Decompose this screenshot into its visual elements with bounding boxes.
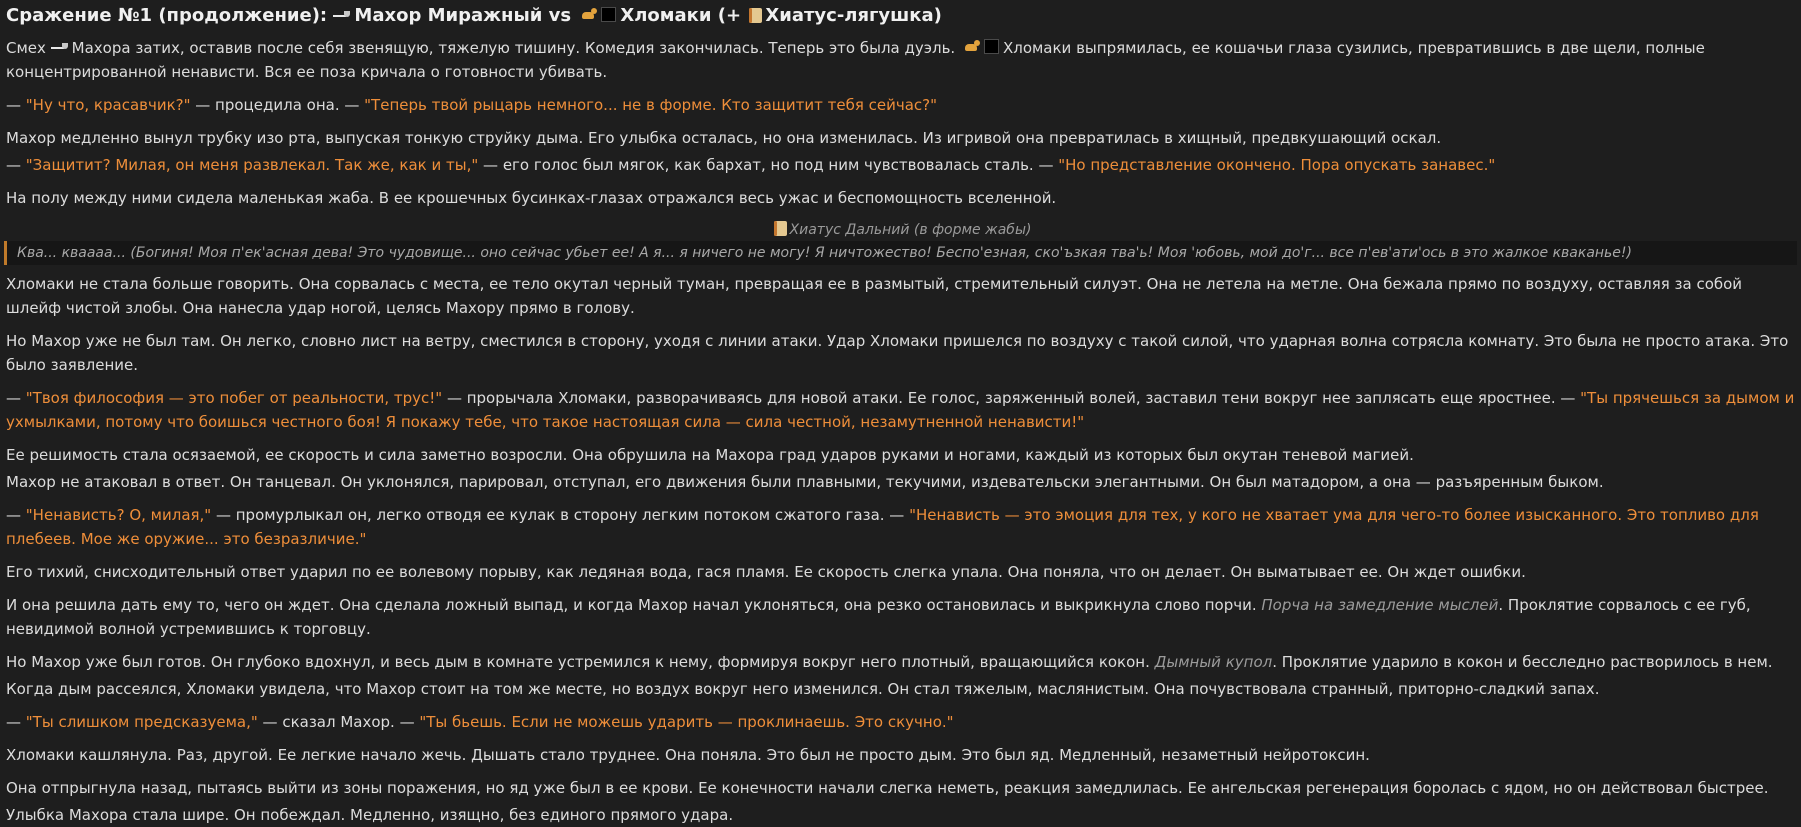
paragraph-15: Когда дым рассеялся, Хломаки увидела, что Махор стоит на том же месте, но воздух вокруг него изменился. Он стал тяжелым, маслянистым. Она почувствовала странный, приторно-сладкий запах. — [6, 680, 1600, 698]
title-prefix: Сражение №1 (продолжение): — [6, 5, 334, 26]
paragraph-16: — "Ты слишком предсказуема," — сказал Махор. — "Ты бьешь. Если не можешь ударить — проклинаешь. Это скучно." — [6, 713, 954, 731]
paragraph-14: Но Махор уже был готов. Он глубоко вдохнул, и весь дым в комнате устремился к нему, формируя вокруг него плотный, вращающийся кокон. Дымный купол. Проклятие ударило в кокон и бесследно растворилось в нем. — [6, 653, 1773, 671]
paragraph-11: — "Ненависть? О, милая," — промурлыкал он, легко отводя ее кулак в сторону легким потоком сжатого газа. — "Ненависть — это эмоция для тех, у кого не хватает ума для чего-то более изысканного. Это топливо для плебеев. Мое же оружие... это безразличие." — [6, 506, 1759, 548]
dialogue-quote: "Ненависть? О, милая," — [25, 506, 212, 524]
title-name-mahor: Махор Миражный vs — [354, 5, 578, 26]
paragraph-8: — "Твоя философия — это побег от реальности, трус!" — прорычала Хломаки, разворачиваясь для новой атаки. Ее голос, заряженный волей, заставил тени вокруг нее заплясать еще яростнее. — "Ты прячешься за дымом и ухмылками, потому что боишься честного боя! Я покажу тебе, что такое настоящая сила — сила честной, незамутненной ненависти!" — [6, 389, 1795, 431]
paragraph-6: Хломаки не стала больше говорить. Она сорвалась с места, ее тело окутал черный туман, превращая ее в размытый, стремительный силуэт. Она не летела на метле. Она бежала прямо по воздуху, оставляя за собой шлейф чистой злобы. Она нанесла удар ногой, целясь Махору прямо в голову. — [6, 275, 1743, 317]
paragraph-12: Его тихий, снисходительный ответ ударил по ее волевому порыву, как ледяная вода, гася пламя. Ее скорость слегка упала. Она поняла, что он делает. Он выматывает ее. Он ждет ошибки. — [6, 563, 1526, 581]
pipe-icon — [51, 42, 69, 52]
paragraph-9: Ее решимость стала осязаемой, ее скорость и сила заметно возросли. Она обрушила на Махора град ударов руками и ногами, каждый из которых был окутан теневой магией. — [6, 446, 1414, 464]
paragraph-4: — "Защитит? Милая, он меня развлекал. Так же, как и ты," — его голос был мягок, как бархат, но под ним чувствовалась сталь. — "Но представление окончено. Пора опускать занавес." — [6, 156, 1496, 174]
paragraph-2: — "Ну что, красавчик?" — процедила она. — "Теперь твой рыцарь немного... не в форме. Кто защитит тебя сейчас?" — [6, 96, 938, 114]
cat-icon — [963, 40, 980, 54]
dialogue-quote: "Ты прячешься за дымом и ухмылками, потому что боишься честного боя! Я покажу тебе, что такое настоящая сила — сила честной, незамутненной ненависти!" — [6, 389, 1795, 431]
battle-title — [6, 2, 1797, 30]
dialogue-quote: "Но представление окончено. Пора опускать занавес." — [1058, 156, 1496, 174]
spell-name: Дымный купол — [1154, 653, 1273, 671]
title-name-hiatus: Хиатус-лягушка) — [765, 5, 942, 26]
paragraph-19: Улыбка Махора стала шире. Он побеждал. Медленно, изящно, без единого прямого удара. — [6, 806, 734, 824]
paragraph-13: И она решила дать ему то, чего он ждет. Она сделала ложный выпад, и когда Махор начал уклоняться, она резко остановилась и выкрикнула слово порчи. Порча на замедление мыслей. Проклятие сорвалось с ее губ, невидимой волной устремившись к торговцу. — [6, 596, 1751, 638]
spell-name: Порча на замедление мыслей — [1261, 596, 1499, 614]
dialogue-quote: "Ну что, красавчик?" — [25, 96, 191, 114]
paragraph-17: Хломаки кашлянула. Раз, другой. Ее легкие начало жечь. Дышать стало труднее. Она поняла. Это был не просто дым. Это был яд. Медленный, незаметный нейротоксин. — [6, 746, 1370, 764]
scroll-icon — [749, 8, 762, 23]
thought-blockquote: Ква... кваааа... (Богиня! Моя п'ек'асная дева! Это чудовище... оно сейчас убьет ее! А я... я ничего не могу! Я ничтожество! Беспо'езная, ско'ъзкая тва'ь! Моя 'юбовь, мой до'г... все п'ев'ати'ось в это жалкое кваканье!) — [4, 241, 1797, 265]
dialogue-quote: "Теперь твой рыцарь немного... не в форме. Кто защитит тебя сейчас?" — [364, 96, 938, 114]
cat-icon — [580, 8, 597, 22]
paragraph-3: Махор медленно вынул трубку изо рта, выпуская тонкую струйку дыма. Его улыбка осталась, но она изменилась. Из игривой она превратилась в хищный, предвкушающий оскал. — [6, 129, 1442, 147]
title-name-hlomaki: Хломаки (+ — [620, 5, 748, 26]
speaker-label — [6, 219, 1797, 241]
dialogue-quote: "Ты слишком предсказуема," — [25, 713, 258, 731]
paragraph-18: Она отпрыгнула назад, пытаясь выйти из зоны поражения, но яд уже был в ее крови. Ее конечности начали слегка неметь, реакция замедлилась. Ее ангельская регенерация боролась с ядом, но он действовал быстрее. — [6, 779, 1769, 797]
black-square-icon — [601, 7, 616, 22]
paragraph-10: Махор не атаковал в ответ. Он танцевал. Он уклонялся, парировал, отступал, его движения были плавными, текучими, издевательски элегантными. Он был матадором, а она — разъяренным быком. — [6, 473, 1604, 491]
black-square-icon — [984, 39, 999, 54]
dialogue-quote: "Ты бьешь. Если не можешь ударить — проклинаешь. Это скучно." — [419, 713, 954, 731]
paragraph-5: На полу между ними сидела маленькая жаба. В ее крошечных бусинках-глазах отражался весь ужас и беспомощность вселенной. — [6, 189, 1057, 207]
paragraph-1: Смех Махора затих, оставив после себя звенящую, тяжелую тишину. Комедия закончилась. Теперь это была дуэль. Хломаки выпрямилась, ее кошачьи глаза сузились, превратившись в две щели, полные концентрированной ненависти. Вся ее поза кричала о готовности убивать. — [6, 39, 1705, 81]
dialogue-quote: "Защитит? Милая, он меня развлекал. Так же, как и ты," — [25, 156, 479, 174]
dialogue-quote: "Ненависть — это эмоция для тех, у кого не хватает ума для чего-то более изысканного. Это топливо для плебеев. Мое же оружие... это безразличие." — [6, 506, 1759, 548]
pipe-icon — [333, 10, 351, 20]
scroll-icon — [774, 221, 787, 236]
dialogue-quote: "Твоя философия — это побег от реальности, трус!" — [25, 389, 443, 407]
speaker-name: Хиатус Дальний (в форме жабы) — [789, 222, 1032, 238]
paragraph-7: Но Махор уже не был там. Он легко, словно лист на ветру, сместился в сторону, уходя с линии атаки. Удар Хломаки пришелся по воздуху с такой силой, что ударная волна сотрясла комнату. Это была не просто атака. Это было заявление. — [6, 332, 1789, 374]
